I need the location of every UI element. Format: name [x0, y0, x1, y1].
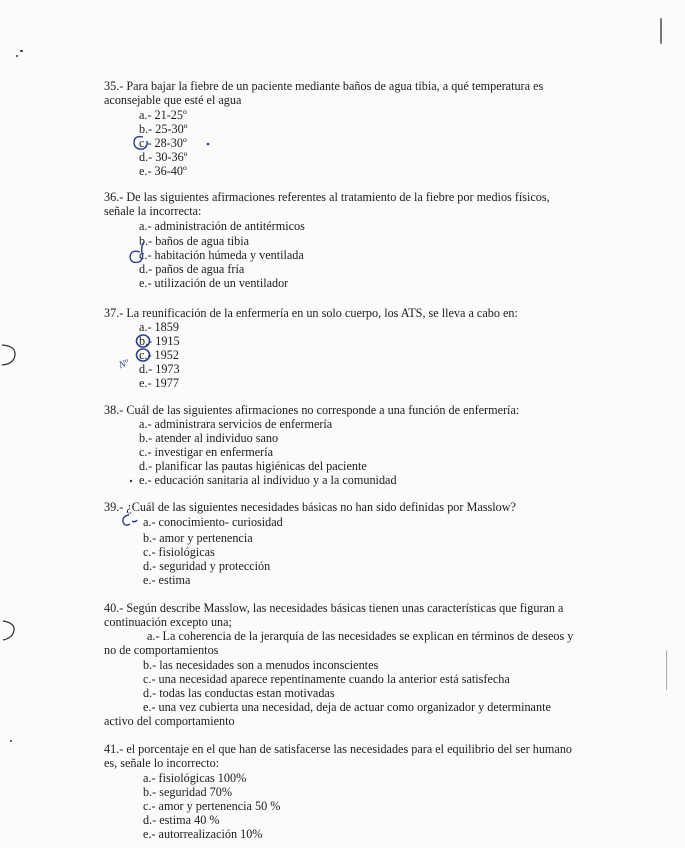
question-40-option-b: b.- las necesidades son a menudos inconscientes: [143, 658, 379, 672]
question-38-option-b: b.- atender al individuo sano: [139, 431, 279, 445]
question-36-option-d: d.- paños de agua fría: [139, 262, 245, 276]
question-41-option-b: b.- seguridad 70%: [143, 785, 233, 799]
question-39-option-d: d.- seguridad y protección: [143, 559, 271, 573]
question-38-text-line-1: 38.- Cuál de las siguientes afirmaciones no corresponde a una función de enfermería:: [104, 403, 520, 417]
question-36-option-a: a.- administración de antitérmicos: [139, 219, 305, 233]
question-38-option-a: a.- administrara servicios de enfermería: [139, 417, 333, 431]
ink-dot-mark: [128, 478, 134, 484]
question-37-text-line-1: 37.- La reunificación de la enfermería en un solo cuerpo, los ATS, se lleva a cabo en:: [104, 306, 518, 320]
question-39-option-a: a.- conocimiento- curiosidad: [143, 515, 283, 529]
question-40-option-a: a.- La coherencia de la jerarquía de las necesidades se explican en términos de deseos y: [147, 629, 574, 643]
question-36-text-line-1: 36.- De las siguientes afirmaciones referentes al tratamiento de la fiebre por medios físicos,: [104, 190, 550, 204]
answer-circle-mark: [131, 134, 151, 152]
question-35-option-a: a.- 21-25º: [139, 108, 187, 122]
question-37-option-b: b.- 1915: [139, 334, 180, 348]
question-39-text-line-1: 39.- ¿Cuál de las siguientes necesidades básicas no han sido definidas por Masslow?: [104, 500, 516, 514]
handwritten-note: Nº: [117, 357, 131, 372]
question-35-text-line-1: 35.- Para bajar la fiebre de un paciente mediante baños de agua tibia, a qué temperatura es: [104, 79, 544, 93]
question-35-text-line-2: aconsejable que esté el agua: [104, 93, 242, 107]
question-35-option-c: c.- 28-30º: [139, 136, 187, 150]
punch-hole-mark: [0, 342, 20, 368]
question-41-option-d: d.- estima 40 %: [143, 813, 220, 827]
punch-hole-mark: [0, 619, 20, 643]
question-41-option-e: e.- autorrealización 10%: [143, 827, 263, 841]
question-40-option-e-continuation: activo del comportamiento: [104, 714, 235, 728]
question-37-option-a: a.- 1859: [139, 320, 179, 334]
question-35-option-e: e.- 36-40º: [139, 164, 187, 178]
scan-speck: [20, 50, 23, 52]
question-36-option-c: c.- habitación húmeda y ventilada: [139, 248, 304, 262]
question-38-option-e: e.- educación sanitaria al individuo y a la comunidad: [139, 473, 397, 487]
scan-speck: [666, 650, 667, 690]
ink-dot-mark: [205, 141, 211, 147]
question-37-option-c: c.- 1952: [139, 348, 179, 362]
question-40-option-d: d.- todas las conductas estan motivadas: [143, 686, 335, 700]
question-41-option-c: c.- amor y pertenencia 50 %: [143, 799, 281, 813]
question-35-option-b: b.- 25-30º: [139, 122, 188, 136]
answer-check-mark: [118, 512, 144, 530]
question-41-text-line-1: 41.- el porcentaje en el que han de satisfacerse las necesidades para el equilibrio del ser humano: [104, 742, 573, 756]
question-41-option-a: a.- fisiológicas 100%: [143, 771, 247, 785]
answer-circle-mark: [134, 347, 152, 363]
question-36-option-e: e.- utilización de un ventilador: [139, 276, 289, 290]
question-40-text-line-1: 40.- Según describe Masslow, las necesidades básicas tienen unas características que figuran a: [104, 601, 564, 615]
answer-circle-mark: [126, 240, 148, 266]
scan-speck: [16, 55, 18, 57]
question-40-option-c: c.- una necesidad aparece repentinamente cuando la anterior está satisfecha: [143, 672, 510, 686]
question-40-option-a-continuation: no de comportamientos: [104, 643, 219, 657]
question-39-option-e: e.- estima: [143, 573, 191, 587]
question-37-option-e: e.- 1977: [139, 376, 179, 390]
question-36-option-b: b.- baños de agua tibia: [139, 234, 249, 248]
question-39-option-c: c.- fisiológicas: [143, 545, 215, 559]
question-36-text-line-2: señale la incorrecta:: [104, 204, 202, 218]
scan-speck: [10, 740, 12, 742]
question-41-text-line-2: es, señale lo incorrecto:: [104, 756, 220, 770]
question-38-option-d: d.- planificar las pautas higiénicas del paciente: [139, 459, 367, 473]
question-39-option-b: b.- amor y pertenencia: [143, 531, 253, 545]
question-38-option-c: c.- investigar en enfermería: [139, 445, 273, 459]
scan-speck: [660, 18, 662, 44]
question-37-option-d: d.- 1973: [139, 362, 180, 376]
question-40-text-line-2: continuación excepto una;: [104, 615, 232, 629]
question-35-option-d: d.- 30-36º: [139, 150, 188, 164]
question-40-option-e: e.- una vez cubierta una necesidad, deja de actuar como organizador y determinante: [143, 700, 551, 714]
